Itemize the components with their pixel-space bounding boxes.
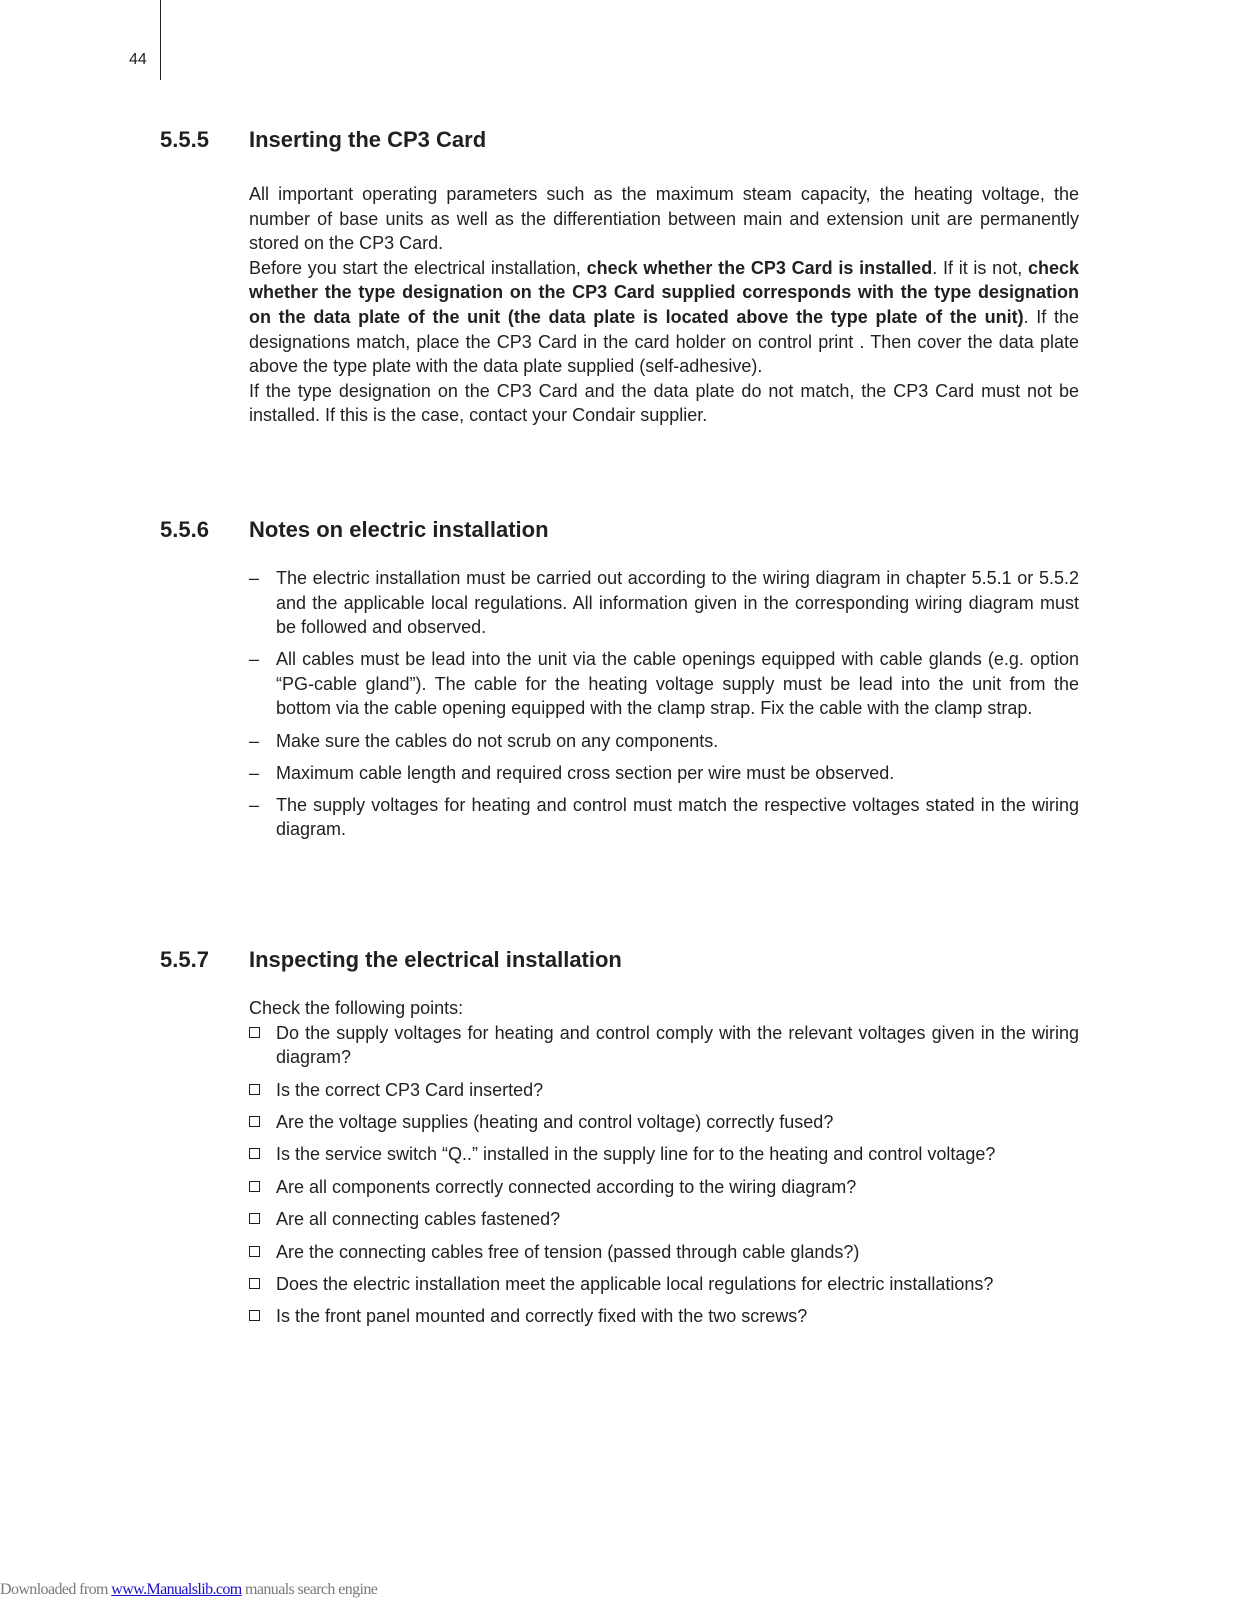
footer-prefix: Downloaded from — [0, 1581, 112, 1598]
section-body — [249, 182, 1079, 428]
list-item — [249, 793, 1079, 842]
checklist-item-text: Are all components correctly connected according to the wiring diagram? — [276, 1176, 857, 1197]
checkbox-icon — [249, 1116, 260, 1127]
paragraph: If the type designation on the CP3 Card and the data plate do not match, the CP3 Card must not be installed. If this is the case, contact your Condair supplier. — [249, 380, 1079, 426]
list-item-text: All cables must be lead into the unit via the cable openings equipped with cable glands (e.g. option “PG-cable gland”). The cable for the heating voltage supply must be lead into the unit from the bottom via the cable opening equipped with the clamp strap. Fix the cable with the clamp strap. — [276, 649, 1079, 719]
checklist-item — [249, 1175, 1079, 1200]
checklist-item — [249, 1021, 1079, 1070]
manualslib-link[interactable]: www.Manualslib.com — [111, 1581, 242, 1598]
checklist-item — [249, 1272, 1079, 1297]
paragraph-text: . If the designations match, place the CP3 Card in the card holder on control print . Then cover the data plate above the type plate with the data plate supplied (self-adhesive). — [249, 306, 1079, 377]
list-item-text: The electric installation must be carried out according to the wiring diagram in chapter 5.5.1 or 5.5.2 and the applicable local regulations. All information given in the corresponding wiring diagram must be followed and observed. — [276, 568, 1079, 638]
section-body — [249, 996, 1079, 1329]
footer-suffix: manuals search engine — [241, 1581, 378, 1598]
checkbox-icon — [249, 1148, 260, 1159]
bullet-dash: – — [249, 762, 260, 783]
checkbox-icon — [249, 1027, 260, 1038]
list-item-text: Make sure the cables do not scrub on any components. — [276, 730, 719, 751]
checklist — [249, 1021, 1079, 1329]
checklist-item-text: Does the electric installation meet the applicable local regulations for electric installations? — [276, 1273, 994, 1294]
list-item — [249, 761, 1079, 786]
paragraph: All important operating parameters such as the maximum steam capacity, the heating voltage, the number of base units as well as the differentiation between main and extension unit are permanently stored on the CP3 Card. — [249, 184, 1079, 254]
bullet-dash: – — [249, 568, 260, 588]
section-title: Notes on electric installation — [249, 517, 549, 542]
bullet-dash: – — [249, 649, 260, 670]
paragraph — [249, 256, 1079, 379]
section-title: Inserting the CP3 Card — [249, 127, 487, 152]
section-body — [249, 566, 1079, 842]
checkbox-icon — [249, 1246, 260, 1257]
checklist-item-text: Is the correct CP3 Card inserted? — [276, 1079, 544, 1100]
checklist-item-text: Are the connecting cables free of tension (passed through cable glands?) — [276, 1241, 860, 1262]
page-number: 44 — [129, 51, 147, 68]
header-divider — [160, 0, 161, 80]
paragraph-text: Before you start the electrical installation, — [249, 257, 587, 278]
checklist-item — [249, 1142, 1079, 1167]
checklist-intro: Check the following points: — [249, 998, 464, 1018]
list-item-text: Maximum cable length and required cross section per wire must be observed. — [276, 762, 895, 783]
list-item — [249, 647, 1079, 721]
section-heading — [160, 125, 1080, 155]
checklist-item — [249, 1078, 1079, 1103]
checkbox-icon — [249, 1278, 260, 1289]
checklist-item-text: Are all connecting cables fastened? — [276, 1209, 561, 1230]
section-heading — [160, 515, 1080, 545]
bullet-dash: – — [249, 730, 260, 751]
download-footer — [0, 1580, 377, 1600]
list-item — [249, 566, 1079, 640]
checklist-item — [249, 1110, 1079, 1135]
section-number: 5.5.6 — [160, 517, 209, 542]
checklist-item — [249, 1304, 1079, 1329]
checklist-item-text: Is the service switch “Q..” installed in the supply line for to the heating and control voltage? — [276, 1144, 996, 1165]
section-inspecting-electrical-installation — [160, 945, 1080, 1337]
list-item — [249, 729, 1079, 754]
checklist-item — [249, 1207, 1079, 1232]
section-number: 5.5.5 — [160, 127, 209, 152]
section-heading — [160, 945, 1080, 975]
bullet-dash: – — [249, 794, 260, 815]
section-notes-electric-installation — [160, 515, 1080, 849]
checklist-item-text: Are the voltage supplies (heating and control voltage) correctly fused? — [276, 1111, 834, 1132]
checkbox-icon — [249, 1181, 260, 1192]
checklist-item-text: Do the supply voltages for heating and control comply with the relevant voltages given in the wiring diagram? — [276, 1022, 1079, 1068]
emphasis-text: check whether the CP3 Card is installed — [586, 257, 933, 278]
paragraph-text: . If it is not, — [932, 257, 1028, 278]
checklist-item — [249, 1240, 1079, 1265]
section-number: 5.5.7 — [160, 947, 209, 972]
checkbox-icon — [249, 1084, 260, 1095]
emphasis-text: check whether the type designation on the CP3 Card supplied corresponds with the type designation on the data plate of the unit (the data plate is located above the type plate of the unit) — [249, 257, 1079, 327]
section-inserting-cp3-card — [160, 125, 1080, 428]
checkbox-icon — [249, 1310, 260, 1321]
checkbox-icon — [249, 1213, 260, 1224]
checklist-item-text: Is the front panel mounted and correctly fixed with the two screws? — [276, 1306, 808, 1327]
section-title: Inspecting the electrical installation — [249, 947, 622, 972]
bullet-list — [249, 566, 1079, 842]
list-item-text: The supply voltages for heating and control must match the respective voltages stated in the wiring diagram. — [276, 794, 1079, 840]
